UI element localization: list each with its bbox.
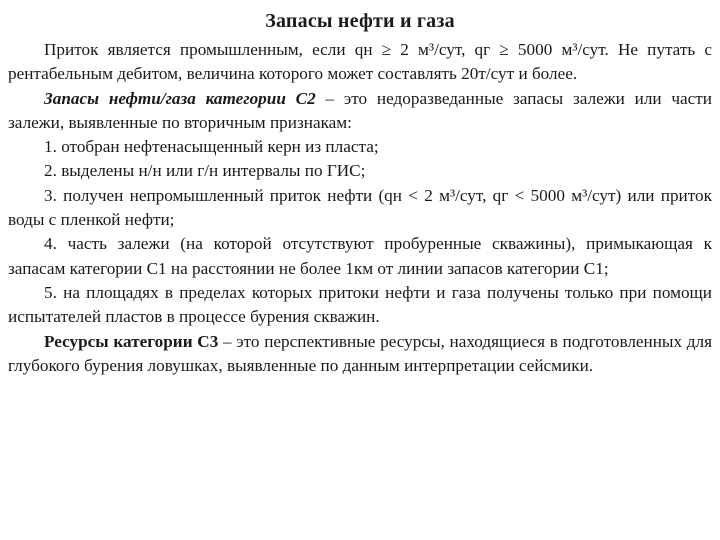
paragraph-category-c3 [8, 330, 712, 379]
definition-category-c2: – это недоразведанные запасы залежи или части залежи, выявленные по вторичным признакам: [8, 88, 712, 132]
slide-body [8, 38, 712, 378]
list-item-4: 4. часть залежи (на которой отсутствуют пробуренные скважины), примыкающая к запасам категории С1 на расстоянии не более 1км от линии запасов категории С1; [8, 234, 712, 278]
list-item-2: 2. выделены н/н или г/н интервалы по ГИС; [44, 161, 366, 181]
paragraph-category-c2 [8, 87, 712, 136]
term-category-c2: Запасы нефти/газа категории С2 [44, 88, 316, 108]
term-category-c3: Ресурсы категории С3 [44, 331, 219, 351]
list-item-1: 1. отобран нефтенасыщенный керн из пласта; [44, 137, 379, 157]
list-item-5: 5. на площадях в пределах которых притоки нефти и газа получены только при помощи испытателей пластов в процессе бурения скважин. [8, 282, 712, 327]
paragraph-industrial-inflow: Приток является промышленным, если qн ≥ 2 м³/сут, qг ≥ 5000 м³/сут. Не путать с рентабельным дебитом, величина которого может составлять 20т/сут и более. [8, 40, 712, 84]
slide-title: Запасы нефти и газа [265, 10, 455, 32]
definition-category-c3: – это перспективные ресурсы, находящиеся в подготовленных для глубокого бурения ловушках, выявленные по данным интерпретации сейсмики. [8, 331, 712, 375]
list-item-3: 3. получен непромышленный приток нефти (qн < 2 м³/сут, qг < 5000 м³/сут) или приток воды с пленкой нефти; [8, 185, 712, 230]
